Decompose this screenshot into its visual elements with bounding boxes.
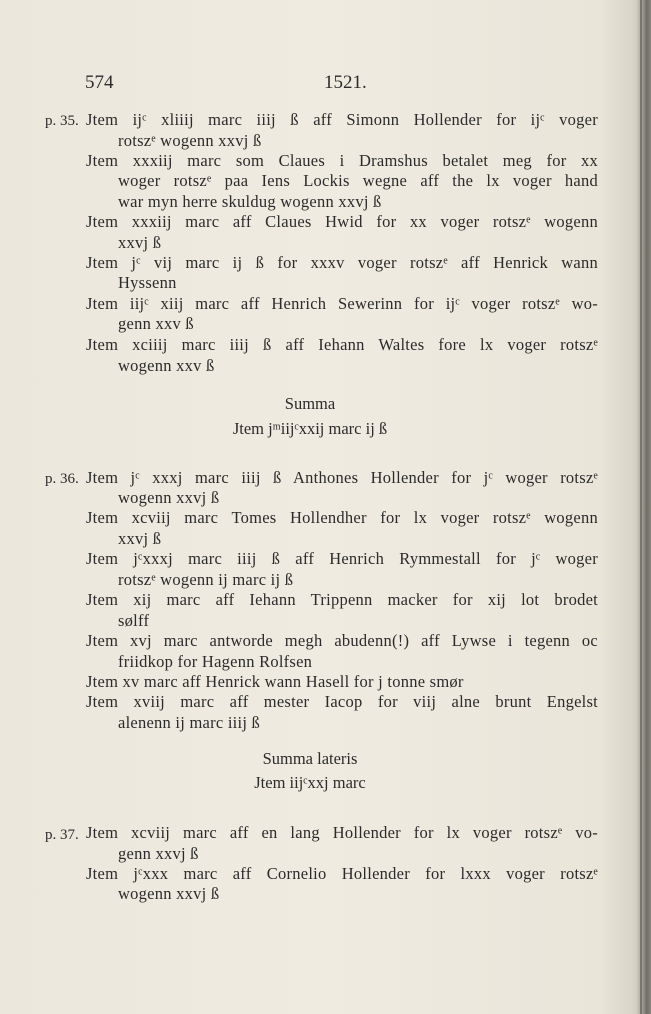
text-line: Jtem xviij marc aff mester Iacop for viij alne brunt Engelst — [86, 692, 598, 711]
text-line: Jtem xvj marc antworde megh abudenn(!) aff Lywse i tegenn oc — [86, 631, 598, 650]
text-line: Jtem xciiij marc iiij ß aff Iehann Waltes fore lx voger rotszᵉ — [86, 335, 598, 354]
text-line: wogenn xxvj ß — [118, 884, 220, 903]
summa-heading: Summa lateris — [262, 749, 358, 768]
margin-ref-p37: p. 37. — [45, 827, 79, 843]
text-line: Hyssenn — [118, 273, 177, 292]
text-line: genn xxv ß — [118, 314, 194, 333]
text-line: Jtem jᶜxxx marc aff Cornelio Hollender for lxxx voger rotszᵉ — [86, 864, 598, 883]
header-year: 1521. — [324, 72, 367, 93]
text-line: alenenn ij marc iiij ß — [118, 713, 261, 732]
text-line: Jtem xcviij marc Tomes Hollendher for lx voger rotszᵉ wogenn — [86, 508, 598, 527]
text-line: sølff — [118, 611, 150, 630]
gutter-shadow — [640, 0, 642, 1014]
text-line: genn xxvj ß — [118, 844, 199, 863]
running-header — [0, 72, 620, 96]
text-line: Jtem xij marc aff Iehann Trippenn macker for xij lot brodet — [86, 590, 598, 609]
text-line: rotszᵉ wogenn xxvj ß — [118, 131, 262, 150]
text-line: friidkop for Hagenn Rolfsen — [118, 652, 313, 671]
text-line: wogenn xxvj ß — [118, 488, 220, 507]
text-line: Jtem jᶜxxxj marc iiij ß aff Henrich Rymmestall for jᶜ woger — [86, 549, 598, 568]
text-line: Jtem xcviij marc aff en lang Hollender for lx voger rotszᵉ vo- — [86, 823, 598, 842]
text-line: Jtem ijᶜ xliiij marc iiij ß aff Simonn Hollender for ijᶜ voger — [86, 110, 598, 129]
text-line: Jtem xv marc aff Henrick wann Hasell for j tonne smør — [86, 672, 464, 691]
text-line: Jtem jᶜ xxxj marc iiij ß Anthones Hollender for jᶜ woger rotszᵉ — [86, 468, 598, 487]
text-line: Jtem iijᶜ xiij marc aff Henrich Sewerinn for ijᶜ voger rotszᵉ wo- — [86, 294, 598, 313]
summa-total: Jtem jᵐiijᶜxxij marc ij ß — [232, 419, 388, 438]
text-line: rotszᵉ wogenn ij marc ij ß — [118, 570, 294, 589]
margin-ref-p35: p. 35. — [45, 113, 79, 129]
page-number: 574 — [85, 72, 114, 93]
text-line: Jtem jᶜ vij marc ij ß for xxxv voger rotszᵉ aff Henrick wann — [86, 253, 598, 272]
text-line: xxvj ß — [118, 233, 162, 252]
text-line: Jtem xxxiij marc aff Claues Hwid for xx voger rotszᵉ wogenn — [86, 212, 598, 231]
text-line: war myn herre skuldug wogenn xxvj ß — [118, 192, 382, 211]
text-line: wogenn xxv ß — [118, 356, 215, 375]
text-line: Jtem xxxiij marc som Claues i Dramshus betalet meg for xx — [86, 151, 598, 170]
summa-heading: Summa — [284, 394, 336, 413]
margin-ref-p36: p. 36. — [45, 471, 79, 487]
text-line: xxvj ß — [118, 529, 162, 548]
text-line: woger rotszᵉ paa Iens Lockis wegne aff the lx voger hand — [118, 171, 598, 190]
summa-total: Jtem iijᶜxxj marc — [254, 773, 366, 792]
